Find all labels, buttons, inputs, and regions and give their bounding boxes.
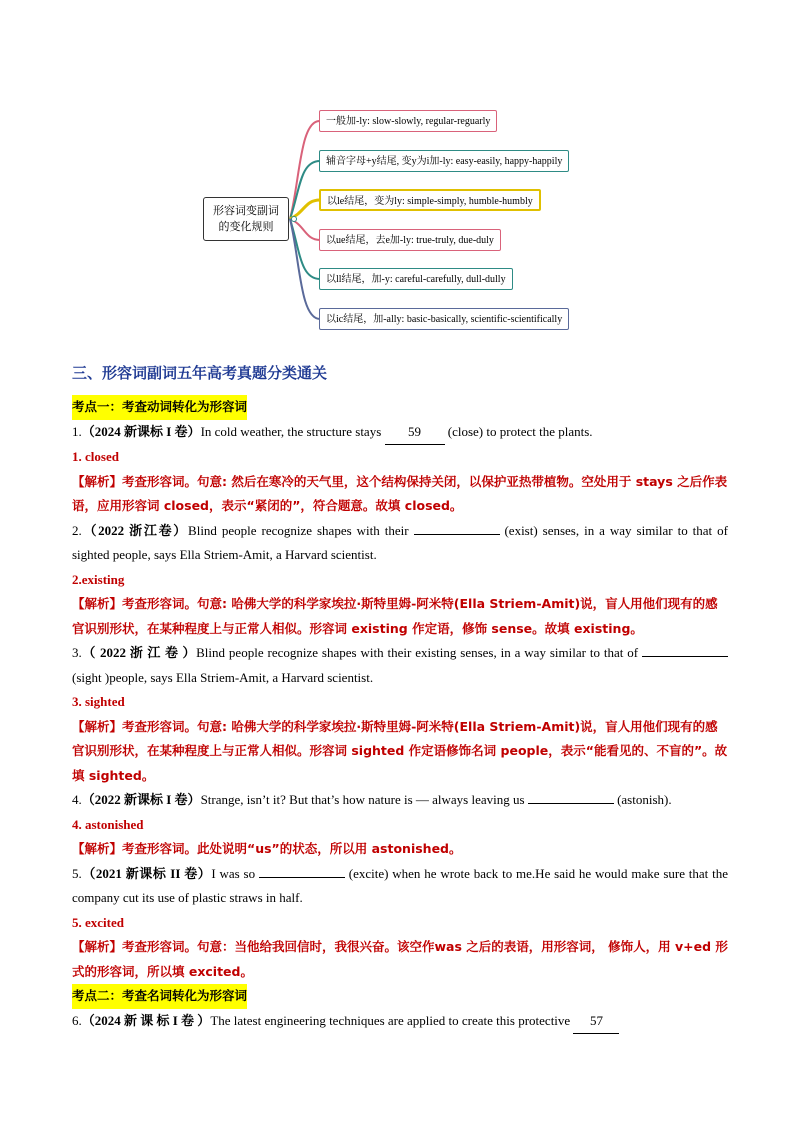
blank-1: 59 [385,420,445,446]
question-6: 6.（2024 新 课 标 I 卷 ）The latest engineering techniques are applied to create this protective 57 [72,1009,728,1035]
question-2: 2.（2022 浙江卷）Blind people recognize shapes with their (exist) senses, in a way similar to that of sighted people, says Ella Striem-Amit, a Harvard scientist. [72,522,728,562]
question-5: 5.（2021 新课标 II 卷）I was so (excite) when he wrote back to me.He said he would make sure that the company cut its use of plastic straws in half. [72,865,728,905]
blank-3 [642,656,728,657]
explanation-4: 【解析】考查形容词。此处说明“us”的状态，所以用 astonished。 [72,841,462,856]
mindmap-branch-4: 以ue结尾，去e加-ly: true-truly, due-duly [319,229,501,251]
kaodian-1: 考点一：考查动词转化为形容词 [72,395,247,420]
blank-4 [528,803,614,804]
exercise-content [72,362,728,1034]
center-line-2: 的变化规则 [218,220,274,233]
question-1: 1.（2024 新课标 I 卷）In cold weather, the structure stays 59 (close) to protect the plants. [72,420,728,446]
mindmap-branch-3: 以le结尾，变为ly: simple-simply, humble-humbly [319,189,541,211]
answer-2: 2.existing [72,571,125,587]
explanation-2: 【解析】考查形容词。句意: 哈佛大学的科学家埃拉·斯特里姆-阿米特(Ella Striem-Amit)说，盲人用他们现有的感官识别形状，在某种程度上与正常人相似。形容词 existing 作定语，修饰 sense。故填 existing。 [72,596,718,636]
explanation-5: 【解析】考查形容词。句意：当他给我回信时，我很兴奋。该空作was 之后的表语，用形容词， 修饰人，用 v+ed 形式的形容词，所以填 excited。 [72,939,728,979]
mindmap-center-node [203,197,289,241]
answer-3: 3. sighted [72,694,125,709]
mindmap-branch-2: 辅音字母+y结尾, 变y为i加-ly: easy-easily, happy-happily [319,150,569,172]
mindmap-branch-5: 以ll结尾，加-y: careful-carefully, dull-dully [319,268,513,290]
blank-2 [414,534,500,535]
explanation-1: 【解析】考查形容词。句意: 然后在寒冷的天气里，这个结构保持关闭，以保护亚热带植物。空处用于 stays 之后作表语，应用形容词 closed，表示“紧闭的”，符合题意。故填 closed。 [72,473,728,513]
question-4: 4.（2022 新课标 I 卷）Strange, isn’t it? But that’s how nature is — always leaving us (astonish). [72,792,672,807]
answer-5: 5. excited [72,914,124,930]
connector-2 [290,161,320,219]
answer-4: 4. astonished [72,816,144,832]
blank-5 [259,877,345,878]
mindmap-branch-1: 一般加-ly: slow-slowly, regular-reguarly [319,110,497,132]
mindmap-branch-6: 以ic结尾，加-ally: basic-basically, scientific-scientifically [319,308,569,330]
answer-1: 1. closed [72,449,119,464]
connector-5 [290,219,320,279]
center-line-1: 形容词变副词 [213,204,279,217]
kaodian-2: 考点二：考查名词转化为形容词 [72,984,247,1009]
blank-6: 57 [573,1009,619,1035]
section-title: 三、形容词副词五年高考真题分类通关 [72,364,328,382]
explanation-3: 【解析】考查形容词。句意: 哈佛大学的科学家埃拉·斯特里姆-阿米特(Ella Striem-Amit)说，盲人用他们现有的感官识别形状，在某种程度上与正常人相似。形容词 sighted 作定语修饰名词 people，表示“能看见的、不盲的”。故填 sighted。 [72,718,728,783]
question-3: 3.（ 2022 浙 江 卷 ）Blind people recognize shapes with their existing senses, in a way similar to that of (sight )people, says Ella Striem-Amit, a Harvard scientist. [72,641,728,690]
